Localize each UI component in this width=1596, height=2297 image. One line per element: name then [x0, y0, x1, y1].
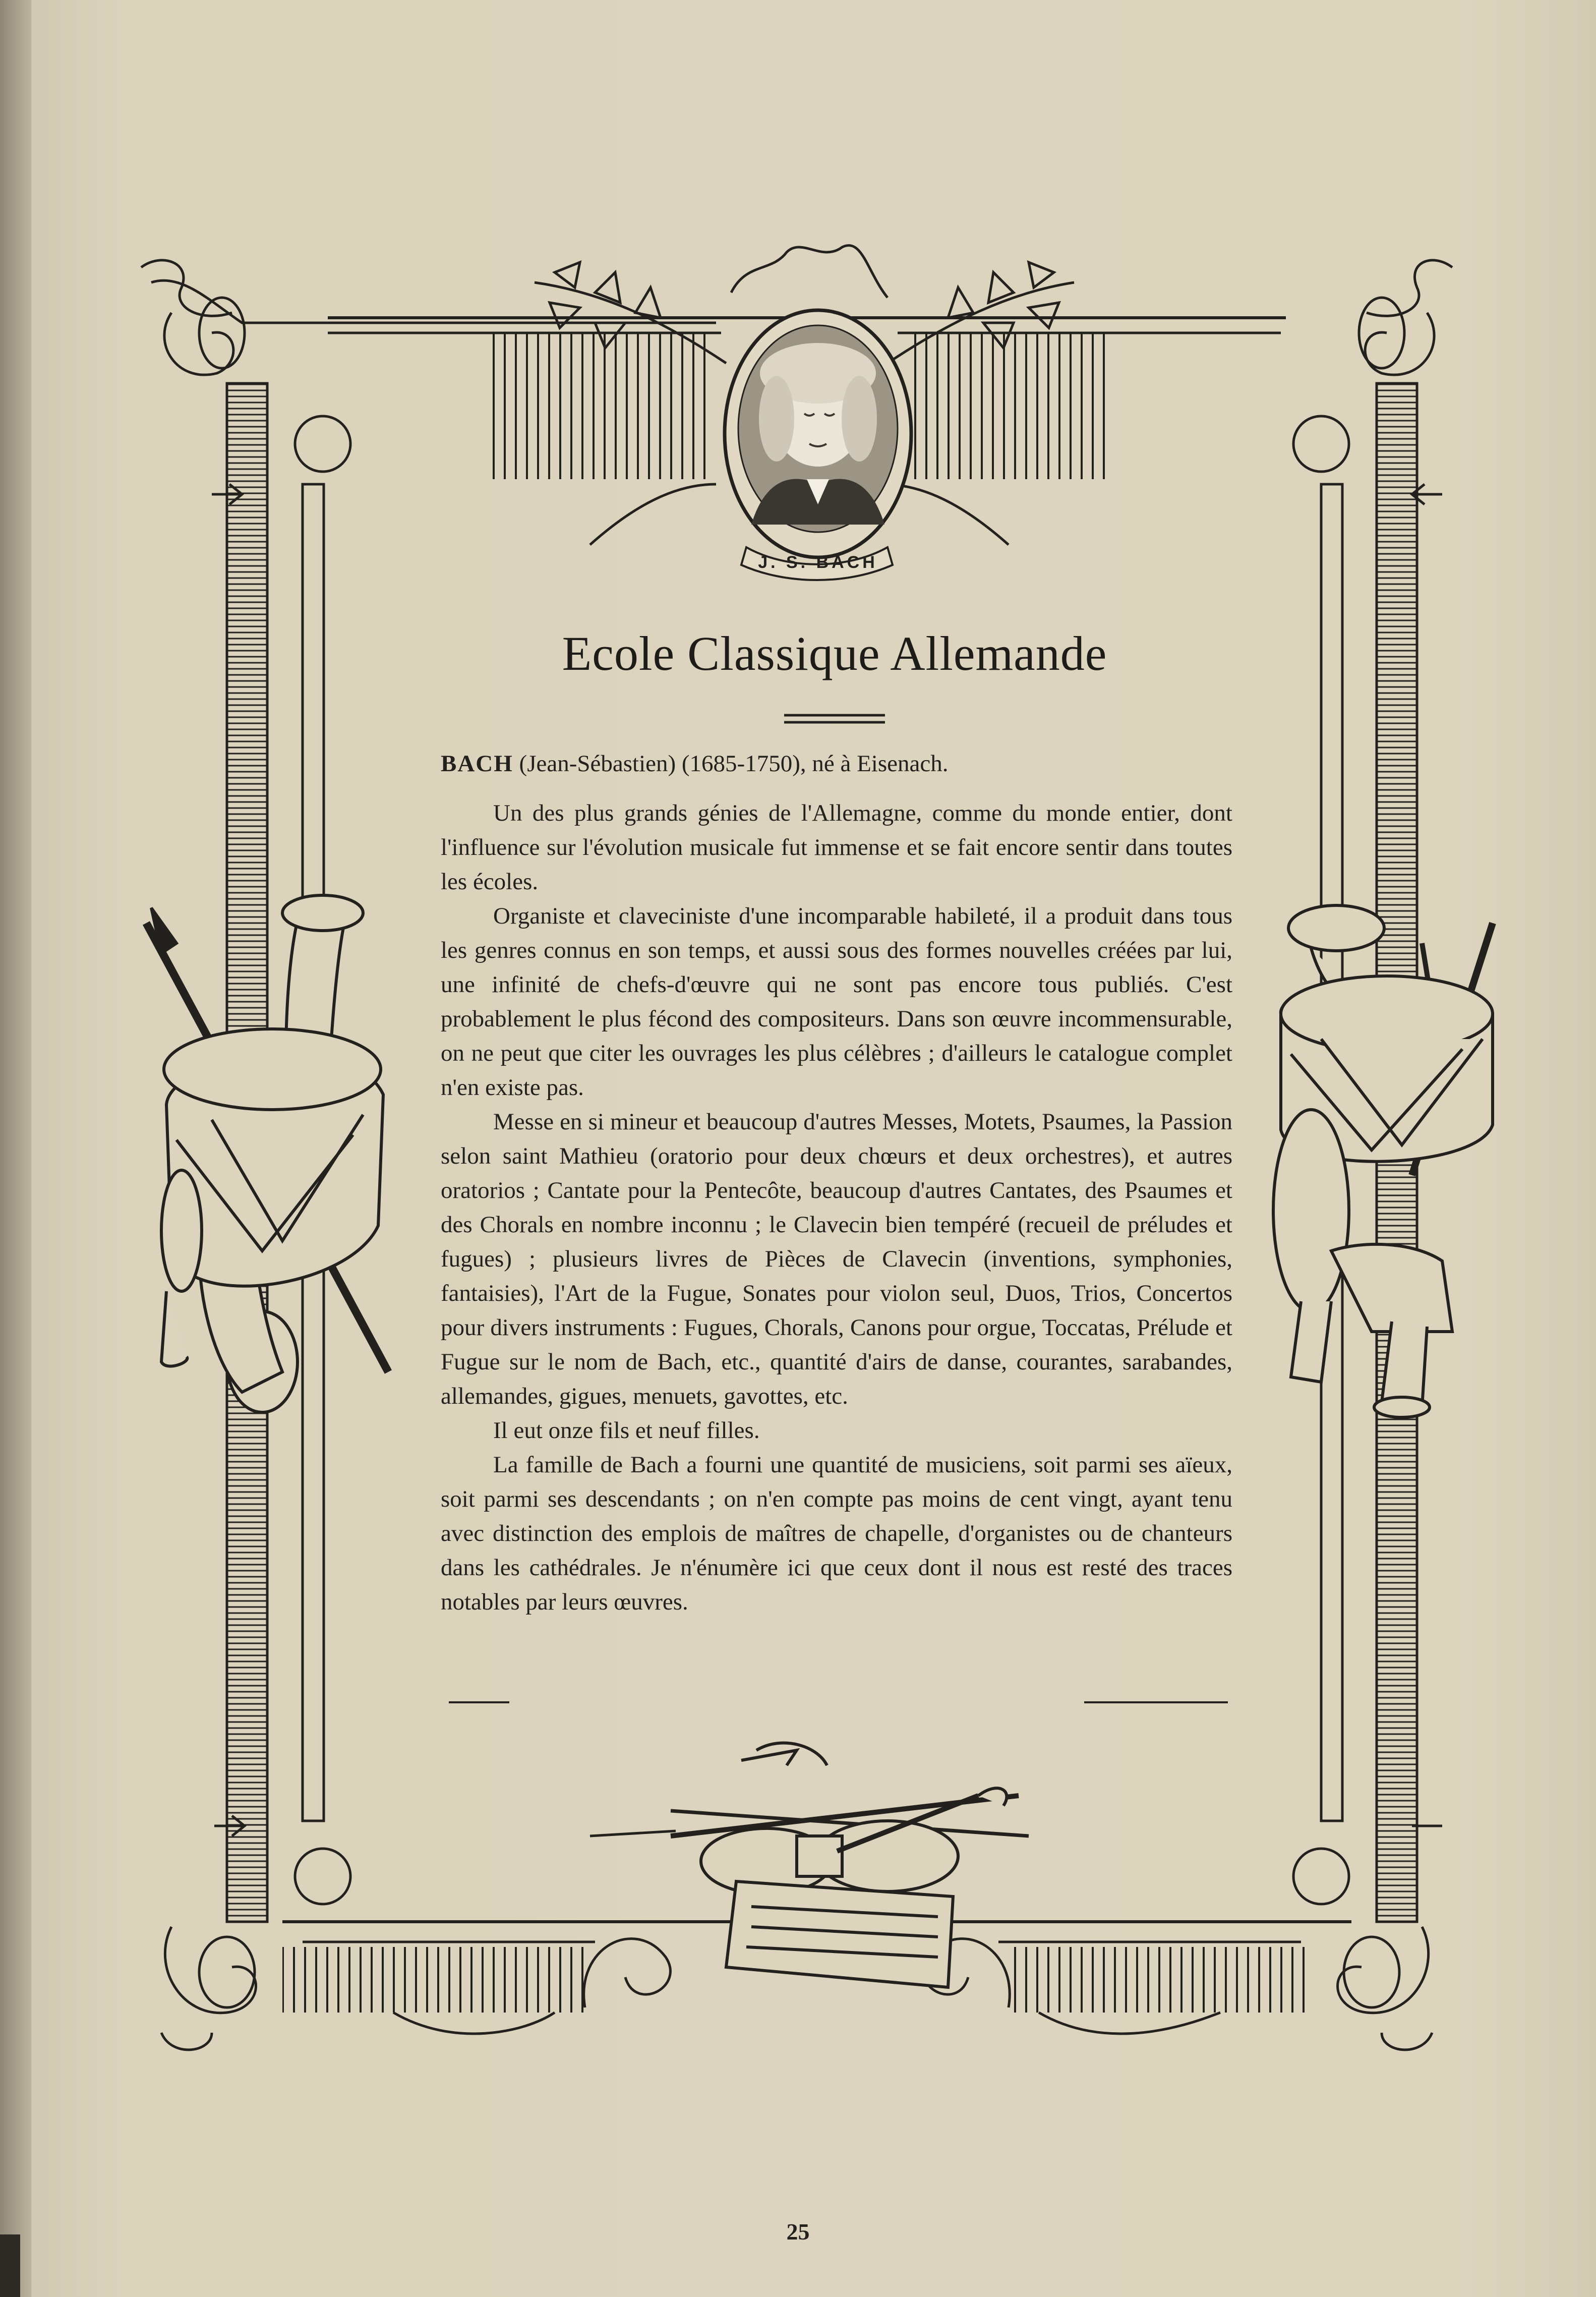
page-number: 25 [786, 2219, 810, 2245]
portrait-label: J. S. BACH [758, 553, 878, 572]
paragraph-1: Un des plus grands génies de l'Allemagne, comme du monde entier, dont l'influence sur l'évolution musicale fut immense et se fait encore sentir dans toutes les écoles. [441, 800, 1232, 895]
composer-name: BACH [441, 751, 513, 777]
paragraph-3: Messe en si mineur et beaucoup d'autres Messes, Motets, Psaumes, la Passion selon saint Mathieu (oratorio pour deux chœurs et deux orchestres), et autres oratorios ; Cantate pour la Pentecôte, beaucoup d'autres Cantates, des Psaumes et des Chorals en nombre inconnu ; le Clavecin bien tempéré (recueil de préludes et fugues) ; plusieurs livres de Pièces de Clavecin (inventions, symphonies, fantaisies), l'Art de la Fugue, Sonates pour violon seul, Duos, Trios, Concertos pour divers instruments : Fugues, Chorals, Canons pour orgue, Toccatas, Prélude et Fugue sur le nom de Bach, etc., quantité d'airs de danse, courantes, sarabandes, allemandes, gigues, menuets, gavottes, etc. [441, 1109, 1232, 1409]
paragraph-2: Organiste et claveciniste d'une incomparable habileté, il a produit dans tous les genres connus en son temps, et aussi sous des formes nouvelles créées par lui, une infinité de chefs-d'œuvre qui ne sont pas encore tous publiés. C'est probablement le plus fécond des compositeurs. Dans son œuvre incommensurable, on ne peut que citer les ouvrages les plus célèbres ; d'ailleurs le catalogue complet n'en existe pas. [441, 903, 1232, 1101]
composer-dates: (Jean-Sébastien) (1685-1750), né à Eisenach. [513, 751, 949, 777]
violin-and-score-trophy [590, 1743, 1029, 1987]
page-title: Ecole Classique Allemande [562, 626, 1107, 680]
paragraph-4: Il eut onze fils et neuf filles. [493, 1417, 760, 1444]
paragraph-5: La famille de Bach a fourni une quantité de musiciens, soit parmi ses aïeux, soit parmi ses descendants ; on n'en compte pas moins de cent vingt, ayant tenu avec distinction des emplois de maîtres de chapelle, d'organistes ou de chanteurs dans les cathédrales. Je n'énumère ici que ceux dont il nous est resté des traces notables par leurs œuvres. [441, 1452, 1232, 1615]
article-body [441, 746, 1232, 1619]
article-heading [441, 746, 1232, 781]
title-rule [784, 715, 885, 722]
